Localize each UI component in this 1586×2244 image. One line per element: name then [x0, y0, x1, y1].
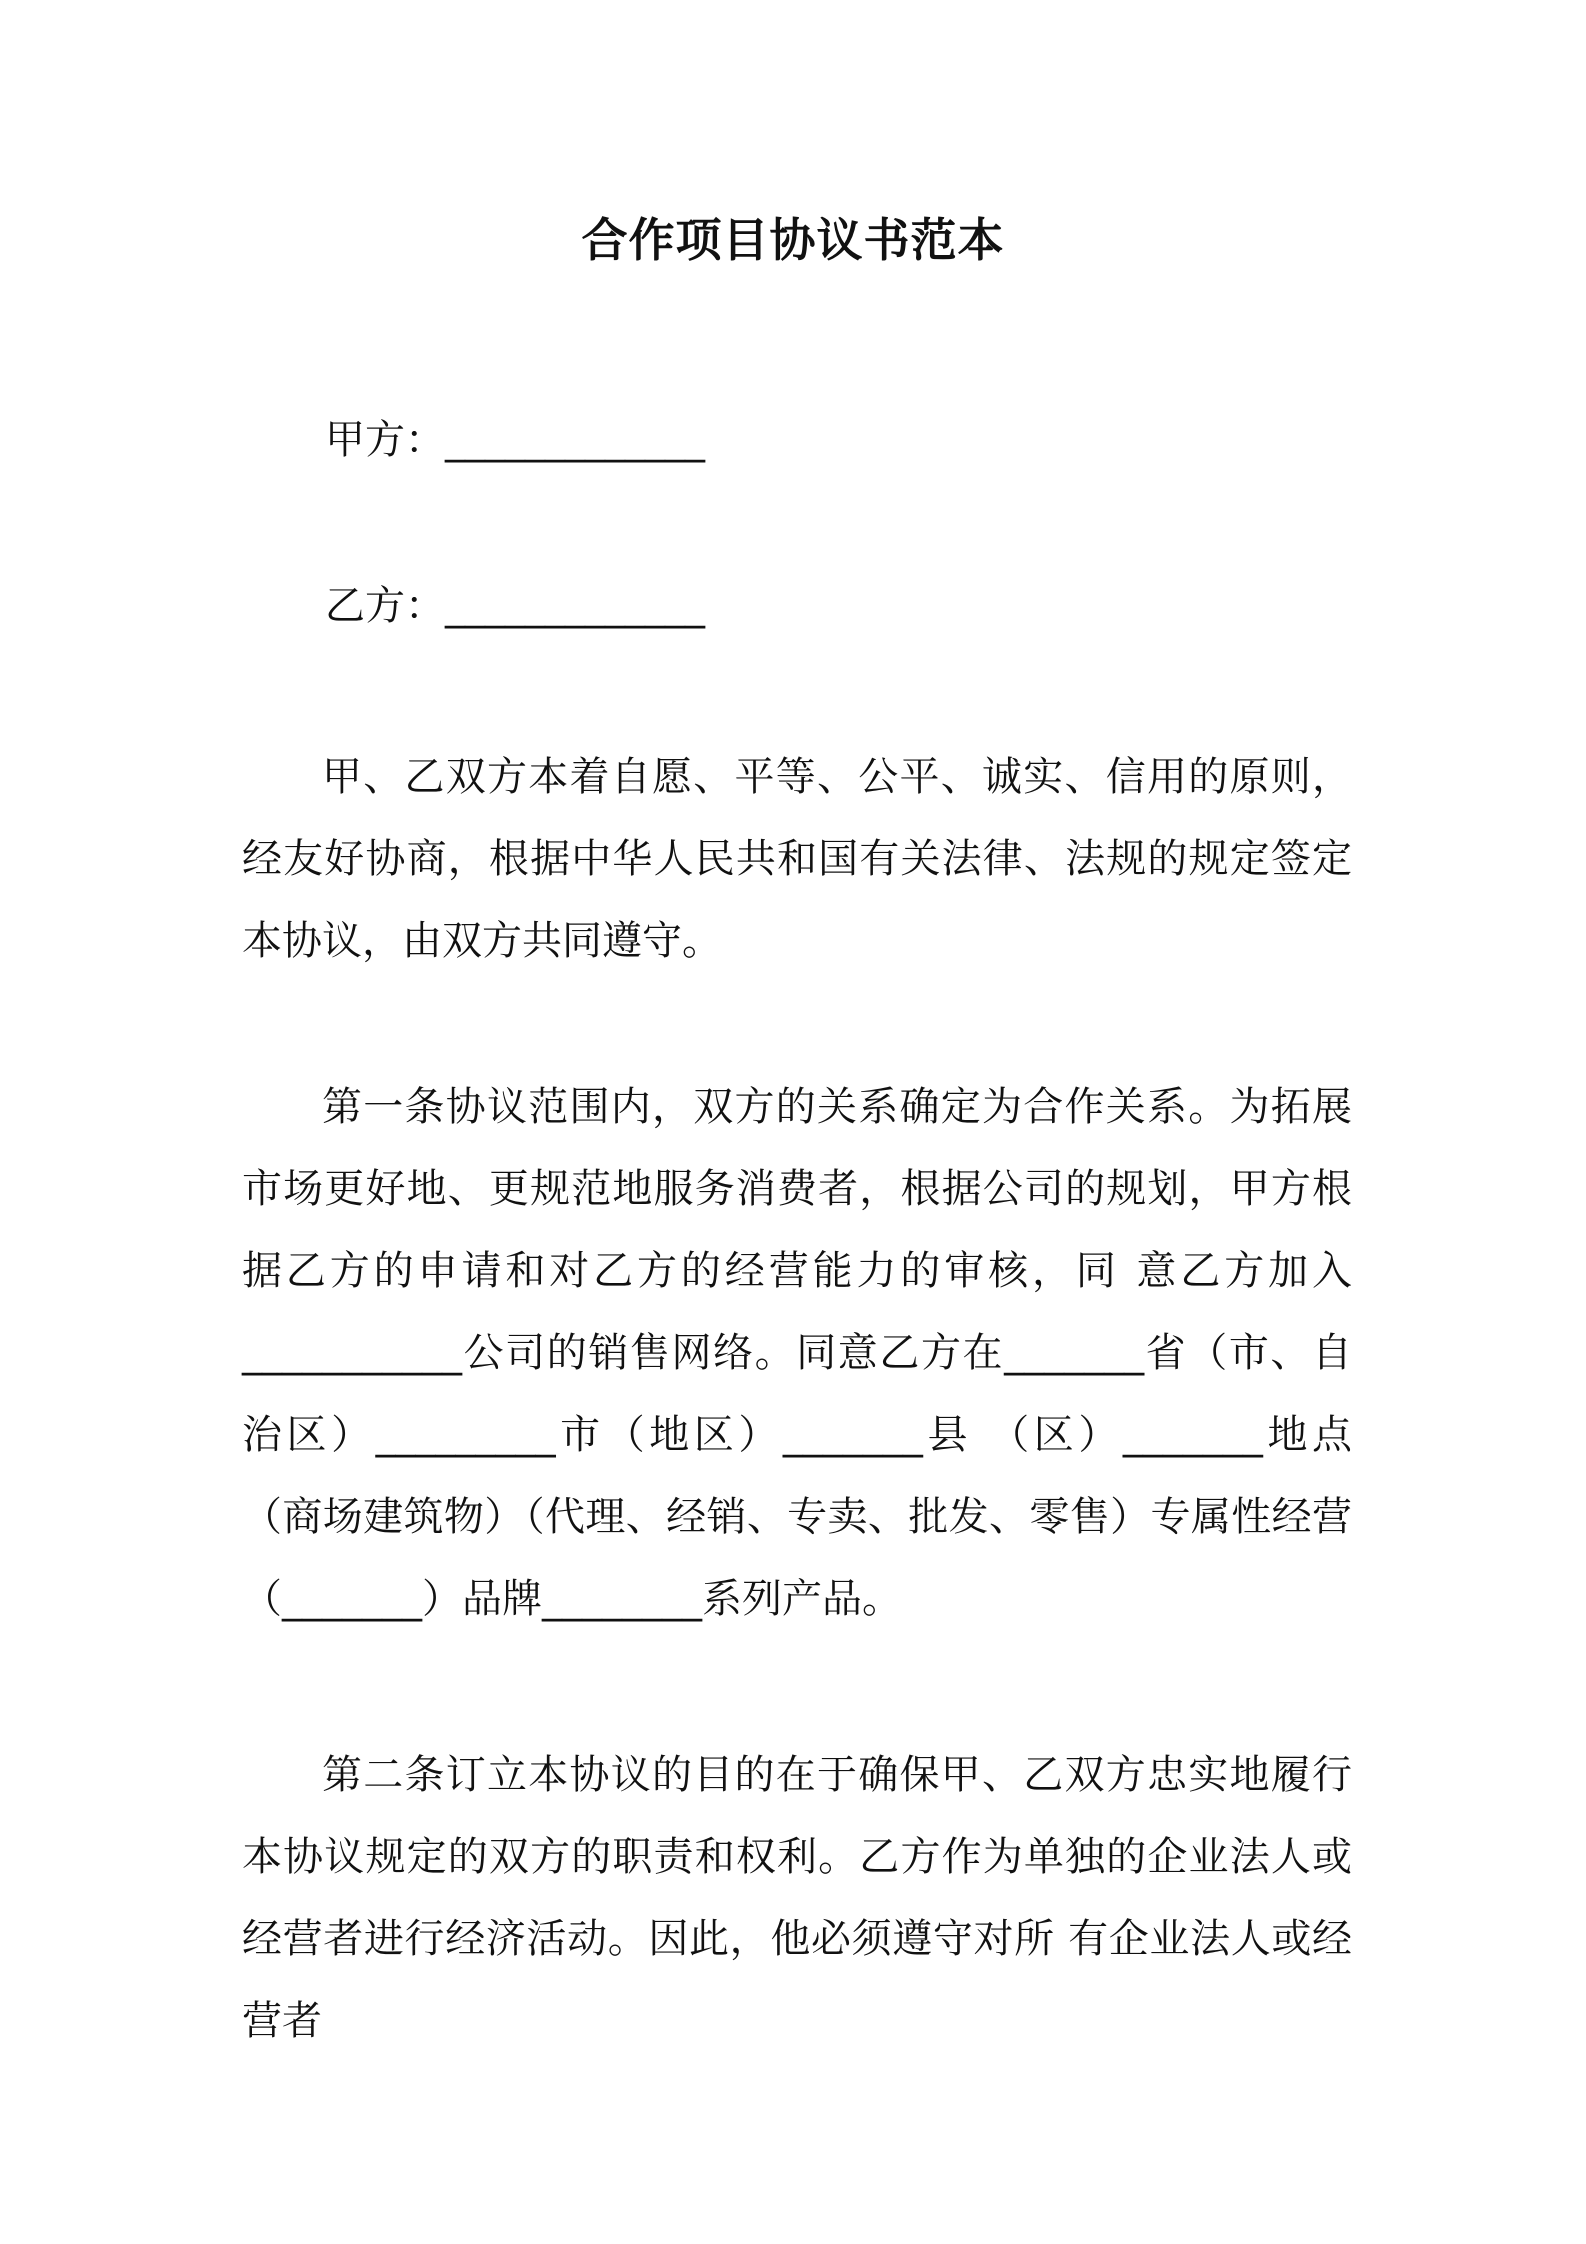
party-b-line: 乙方：_____________ — [325, 583, 705, 629]
party-a-line: 甲方：_____________ — [325, 417, 705, 463]
document-title: 合作项目协议书范本 — [581, 213, 1005, 267]
intro-paragraph: 甲、乙双方本着自愿、平等、公平、诚实、信用的原则，经友好协商，根据中华人民共和国有关法律、法规的规定签定本协议，由双方共同遵守。 — [242, 754, 1352, 964]
article-2-paragraph: 第二条订立本协议的目的在于确保甲、乙双方忠实地履行本协议规定的双方的职责和权利。乙方作为单独的企业法人或经营者进行经济活动。因此，他必须遵守对所 有企业法人或经营者 — [242, 1752, 1352, 2044]
article-1-paragraph: 第一条协议范围内，双方的关系确定为合作关系。为拓展市场更好地、更规范地服务消费者，根据公司的规划，甲方根据乙方的申请和对乙方的经营能力的审核，同 意乙方加入___________公司的销售网络。同意乙方在_______省（市、自治区）_________市（地区）_______县 （区）_______地点（商场建筑物）（代理、经销、专卖、批发、零售）专属性经营（_______）品牌________系列产品。 — [242, 1084, 1352, 1622]
